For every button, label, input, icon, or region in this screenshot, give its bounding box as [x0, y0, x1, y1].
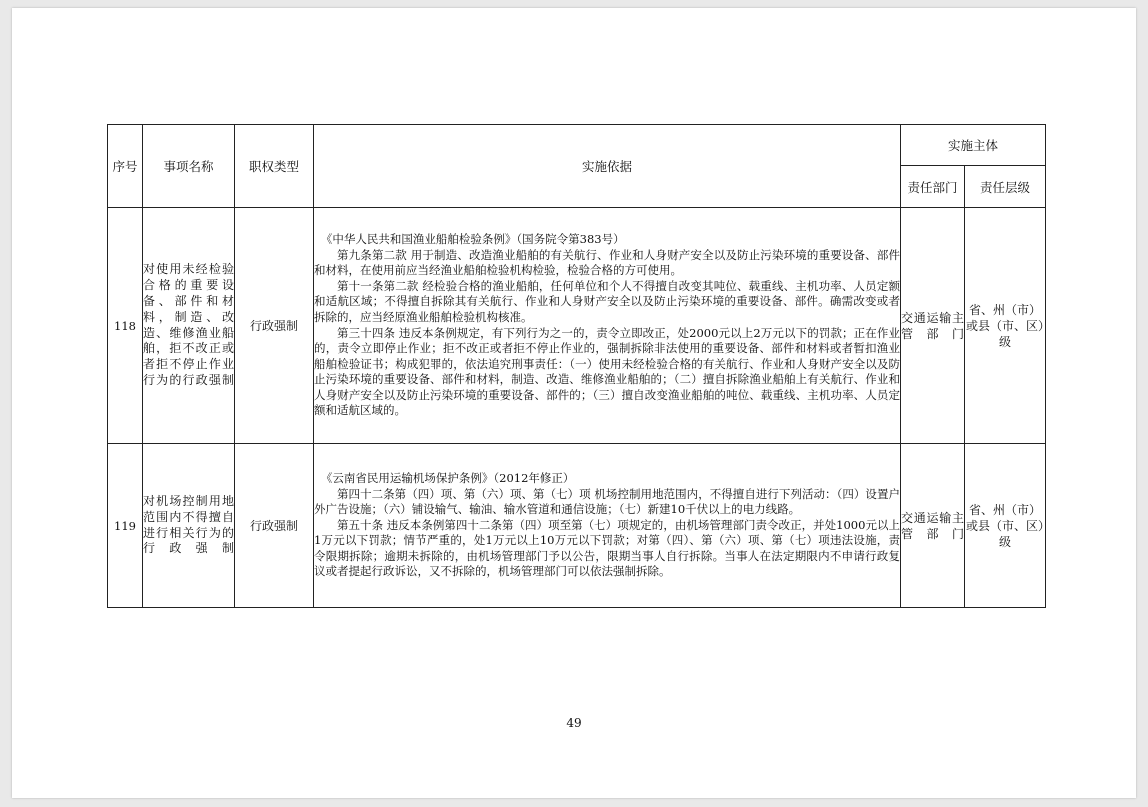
document-page [12, 8, 1136, 798]
col-header-power-type: 职权类型 [235, 125, 314, 208]
law-article: 第四十二条第（四）项、第（六）项、第（七）项 机场控制用地范围内，不得擅自进行下列活动：（四）设置户外广告设施；（六）铺设输气、输油、输水管道和通信设施；（七）新建10千伏以上的电力线路。 [314, 486, 900, 517]
item-name: 对机场控制用地范围内不得擅自进行相关行为的行政强制 [143, 444, 235, 608]
col-header-subject: 实施主体 [901, 125, 1046, 166]
col-header-seq: 序号 [108, 125, 143, 208]
responsible-level: 省、州（市）或县（市、区）级 [965, 444, 1046, 608]
page-number: 49 [566, 716, 582, 730]
law-title: 《云南省民用运输机场保护条例》（2012年修正） [320, 470, 575, 485]
law-article: 第十一条第二款 经检验合格的渔业船舶，任何单位和个人不得擅自改变其吨位、载重线、主机功率、人员定额和适航区域；不得擅自拆除其有关航行、作业和人身财产安全以及防止污染环境的重要设备、部件。确需改变或者拆除的，应当经原渔业船舶检验机构核准。 [314, 278, 900, 324]
law-article: 第九条第二款 用于制造、改造渔业船舶的有关航行、作业和人身财产安全以及防止污染环境的重要设备、部件和材料，在使用前应当经渔业船舶检验机构检验，检验合格的方可使用。 [314, 247, 900, 278]
item-name: 对使用未经检验合格的重要设备、部件和材料，制造、改造、维修渔业船舶，拒不改正或者拒不停止作业行为的行政强制 [143, 208, 235, 444]
responsible-dept: 交通运输主管部门 [901, 444, 965, 608]
row-number: 118 [108, 208, 143, 444]
col-header-level: 责任层级 [965, 166, 1046, 208]
col-header-basis: 实施依据 [314, 125, 901, 208]
legal-basis [314, 208, 901, 444]
law-title: 《中华人民共和国渔业船舶检验条例》（国务院令第383号） [320, 231, 625, 246]
responsible-level: 省、州（市）或县（市、区）级 [965, 208, 1046, 444]
row-number: 119 [108, 444, 143, 608]
col-header-item-name: 事项名称 [143, 125, 235, 208]
table-row [108, 208, 1046, 444]
legal-basis [314, 444, 901, 608]
col-header-dept: 责任部门 [901, 166, 965, 208]
power-type: 行政强制 [235, 208, 314, 444]
law-article: 第三十四条 违反本条例规定，有下列行为之一的，责令立即改正，处2000元以上2万元以下的罚款；正在作业的，责令立即停止作业；拒不改正或者拒不停止作业的，强制拆除非法使用的重要设备、部件和材料或者暂扣渔业船舶检验证书；构成犯罪的，依法追究刑事责任：（一）使用未经检验合格的有关航行、作业和人身财产安全以及防止污染环境的重要设备、部件和材料，制造、改造、维修渔业船舶的；（二）擅自拆除渔业船舶上有关航行、作业和人身财产安全以及防止污染环境的重要设备、部件的；（三）擅自改变渔业船舶的吨位、载重线、主机功率、人员定额和适航区域的。 [314, 325, 900, 418]
law-article: 第五十条 违反本条例第四十二条第（四）项至第（七）项规定的，由机场管理部门责令改正，并处1000元以上1万元以下罚款；情节严重的，处1万元以上10万元以下罚款；对第（四）、第（六）项、第（七）项违法设施，责令限期拆除；逾期未拆除的，由机场管理部门予以公告，限期当事人自行拆除。当事人在法定期限内不申请行政复议或者提起行政诉讼，又不拆除的，机场管理部门可以依法强制拆除。 [314, 517, 900, 579]
power-list-table [107, 124, 1046, 608]
power-type: 行政强制 [235, 444, 314, 608]
header-row [108, 125, 1046, 166]
table-row [108, 444, 1046, 608]
responsible-dept: 交通运输主管部门 [901, 208, 965, 444]
